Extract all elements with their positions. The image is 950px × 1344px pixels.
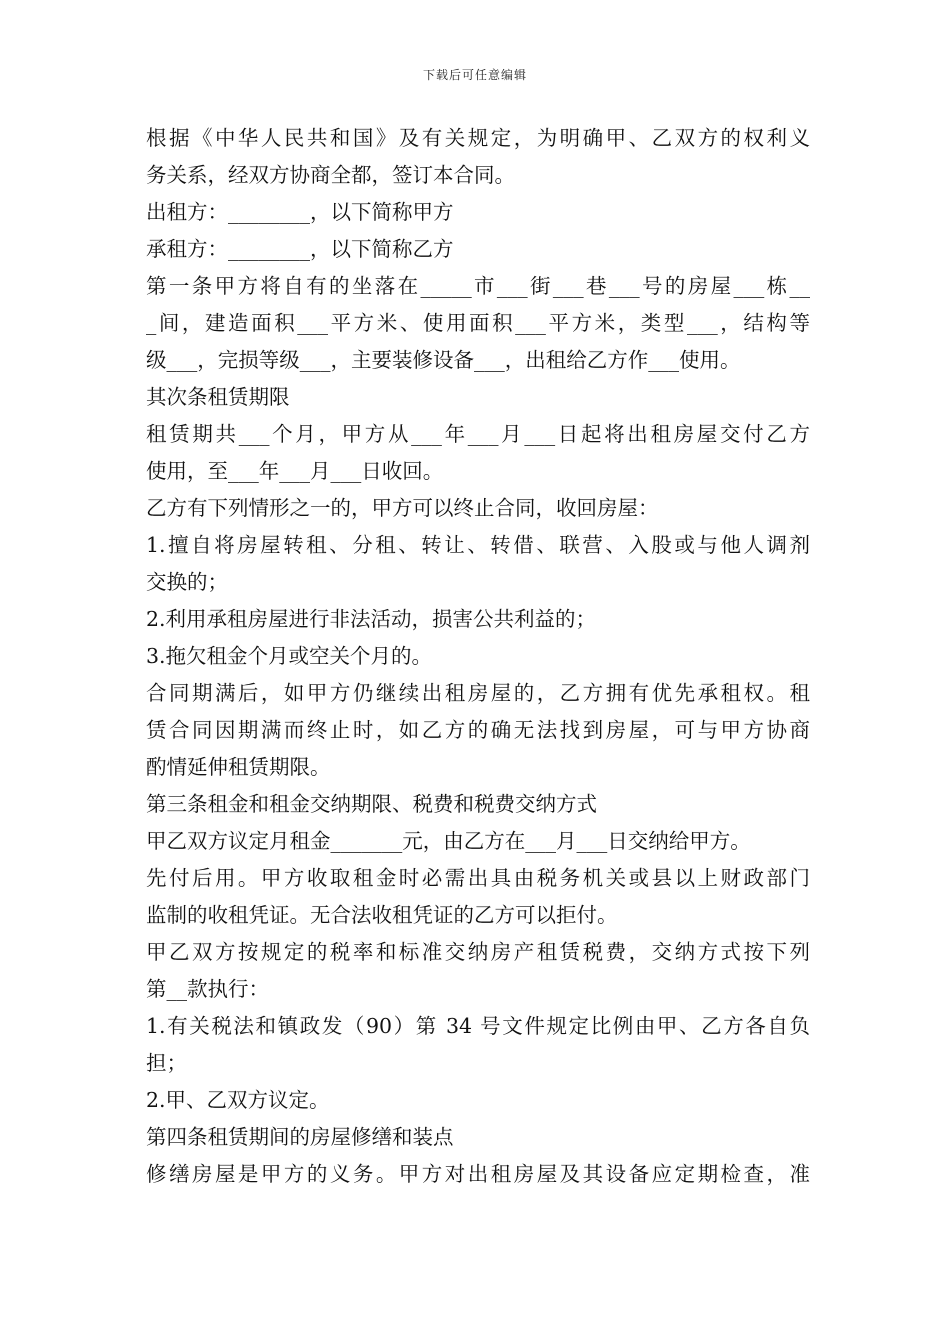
body-line: 承租方：________，以下简称乙方 bbox=[146, 237, 454, 261]
list-item: 1.擅自将房屋转租、分租、转让、转借、联营、入股或与他人调剂 bbox=[146, 533, 810, 557]
body-line: 担； bbox=[146, 1051, 187, 1075]
body-line: 出租方：________，以下简称甲方 bbox=[146, 200, 454, 224]
body-line: 酌情延伸租赁期限。 bbox=[146, 755, 331, 779]
list-item: 3.拖欠租金个月或空关个月的。 bbox=[146, 644, 433, 668]
section-heading: 第三条租金和租金交纳期限、税费和税费交纳方式 bbox=[146, 792, 597, 816]
contract-body bbox=[146, 120, 810, 1193]
body-line: 租赁期共___个月，甲方从___年___月___日起将出租房屋交付乙方 bbox=[146, 422, 810, 446]
body-line: 先付后用。甲方收取租金时必需出具由税务机关或县以上财政部门 bbox=[146, 866, 810, 890]
body-line: _间，建造面积___平方米、使用面积___平方米，类型___，结构等 bbox=[146, 311, 810, 335]
body-line: 赁合同因期满而终止时，如乙方的确无法找到房屋，可与甲方协商 bbox=[146, 718, 810, 742]
body-line: 第__款执行： bbox=[146, 977, 269, 1001]
body-line: 级___，完损等级___，主要装修设备___，出租给乙方作___使用。 bbox=[146, 348, 741, 372]
body-line: 根据《中华人民共和国》及有关规定，为明确甲、乙双方的权利义 bbox=[146, 126, 810, 150]
body-line: 修缮房屋是甲方的义务。甲方对出租房屋及其设备应定期检查，准 bbox=[146, 1162, 810, 1186]
body-line: 务关系，经双方协商全都，签订本合同。 bbox=[146, 163, 515, 187]
header-note: 下载后可任意编辑 bbox=[422, 68, 527, 82]
body-line: 第一条甲方将自有的坐落在_____市___街___巷___号的房屋___栋__ bbox=[146, 274, 810, 298]
section-heading: 其次条租赁期限 bbox=[146, 385, 290, 409]
section-heading: 第四条租赁期间的房屋修缮和装点 bbox=[146, 1125, 454, 1149]
list-item: 2.利用承租房屋进行非法活动，损害公共利益的； bbox=[146, 607, 597, 631]
list-item: 2.甲、乙双方议定。 bbox=[146, 1088, 330, 1112]
body-line: 合同期满后，如甲方仍继续出租房屋的，乙方拥有优先承租权。租 bbox=[146, 681, 810, 705]
body-line: 监制的收租凭证。无合法收租凭证的乙方可以拒付。 bbox=[146, 903, 618, 927]
list-item: 1.有关税法和镇政发（90）第 34 号文件规定比例由甲、乙方各自负 bbox=[146, 1014, 810, 1038]
body-line: 使用，至___年___月___日收回。 bbox=[146, 459, 444, 483]
body-line: 交换的； bbox=[146, 570, 228, 594]
body-line: 甲乙双方议定月租金_______元，由乙方在___月___日交纳给甲方。 bbox=[146, 829, 751, 853]
body-line: 乙方有下列情形之一的，甲方可以终止合同，收回房屋： bbox=[146, 496, 659, 520]
body-line: 甲乙双方按规定的税率和标准交纳房产租赁税费，交纳方式按下列 bbox=[146, 940, 810, 964]
